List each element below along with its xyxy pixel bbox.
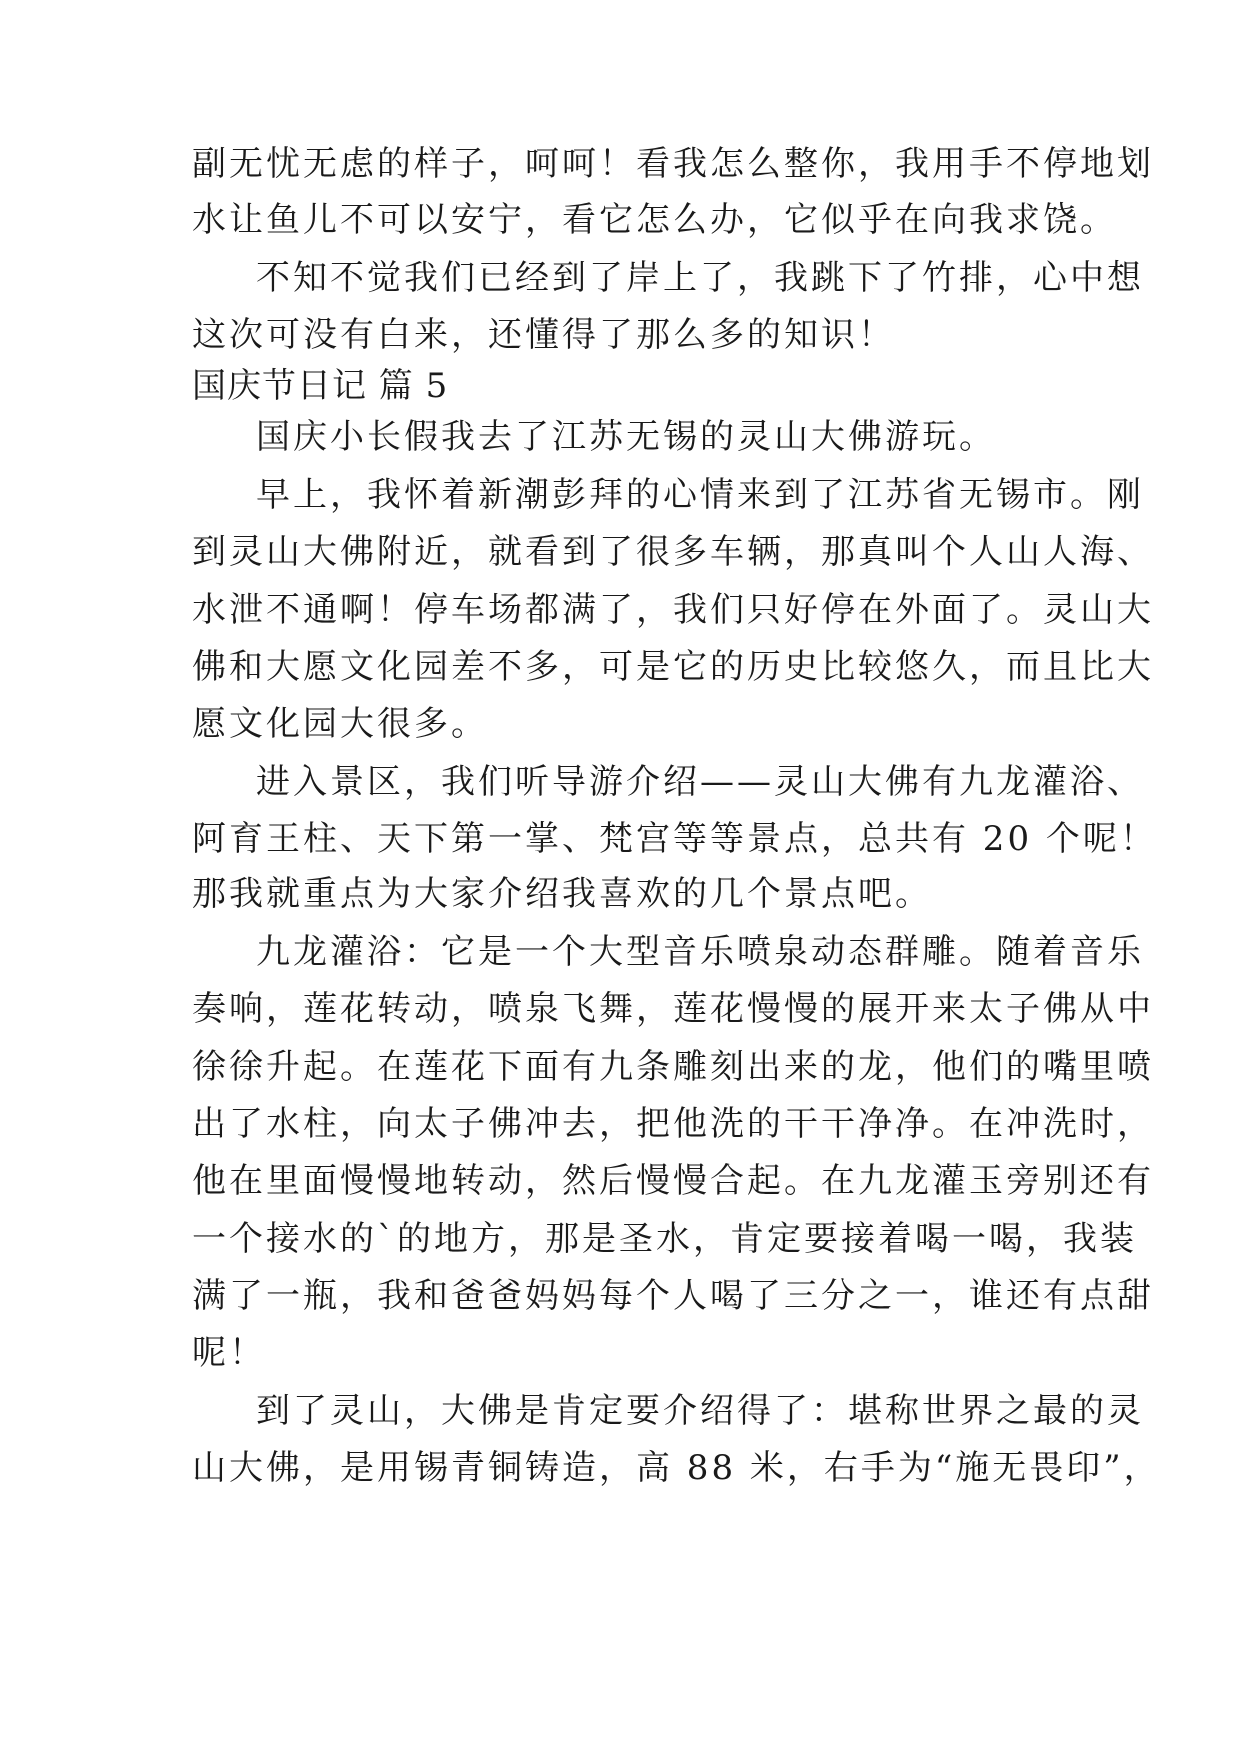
text-line: 一个接水的`的地方，那是圣水，肯定要接着喝一喝，我装 xyxy=(192,1219,1137,1259)
text-line: 佛和大愿文化园差不多，可是它的历史比较悠久，而且比大 xyxy=(192,647,1154,687)
paragraph-start-line: 国庆小长假我去了江苏无锡的灵山大佛游玩。 xyxy=(256,417,996,457)
paragraph-start-line: 到了灵山，大佛是肯定要介绍得了：堪称世界之最的灵 xyxy=(256,1391,1144,1431)
text-line: 愿文化园大很多。 xyxy=(192,704,488,744)
text-line: 阿育王柱、天下第一掌、梵宫等等景点，总共有 20 个呢！ xyxy=(192,819,1157,859)
text-line: 副无忧无虑的样子，呵呵！看我怎么整你，我用手不停地划 xyxy=(192,144,1154,184)
text-line: 出了水柱，向太子佛冲去，把他洗的干干净净。在冲洗时， xyxy=(192,1104,1154,1144)
text-line: 山大佛，是用锡青铜铸造，高 88 米，右手为“施无畏印”， xyxy=(192,1448,1161,1488)
paragraph-start-line: 不知不觉我们已经到了岸上了，我跳下了竹排，心中想 xyxy=(256,258,1144,298)
text-line: 呢！ xyxy=(192,1333,266,1373)
text-line: 这次可没有白来，还懂得了那么多的知识！ xyxy=(192,315,895,355)
text-line: 奏响，莲花转动，喷泉飞舞，莲花慢慢的展开来太子佛从中 xyxy=(192,989,1154,1029)
paragraph-start-line: 进入景区，我们听导游介绍——灵山大佛有九龙灌浴、 xyxy=(256,762,1144,802)
section-heading: 国庆节日记 篇 5 xyxy=(192,366,449,406)
text-line: 到灵山大佛附近，就看到了很多车辆，那真叫个人山人海、 xyxy=(192,532,1154,572)
paragraph-start-line: 九龙灌浴：它是一个大型音乐喷泉动态群雕。随着音乐 xyxy=(256,932,1144,972)
text-line: 水泄不通啊！停车场都满了，我们只好停在外面了。灵山大 xyxy=(192,590,1154,630)
text-line: 他在里面慢慢地转动，然后慢慢合起。在九龙灌玉旁别还有 xyxy=(192,1161,1154,1201)
text-line: 徐徐升起。在莲花下面有九条雕刻出来的龙，他们的嘴里喷 xyxy=(192,1047,1154,1087)
paragraph-start-line: 早上，我怀着新潮彭拜的心情来到了江苏省无锡市。刚 xyxy=(256,475,1144,515)
text-line: 满了一瓶，我和爸爸妈妈每个人喝了三分之一，谁还有点甜 xyxy=(192,1276,1154,1316)
text-line: 水让鱼儿不可以安宁，看它怎么办，它似乎在向我求饶。 xyxy=(192,200,1117,240)
text-line: 那我就重点为大家介绍我喜欢的几个景点吧。 xyxy=(192,874,932,914)
